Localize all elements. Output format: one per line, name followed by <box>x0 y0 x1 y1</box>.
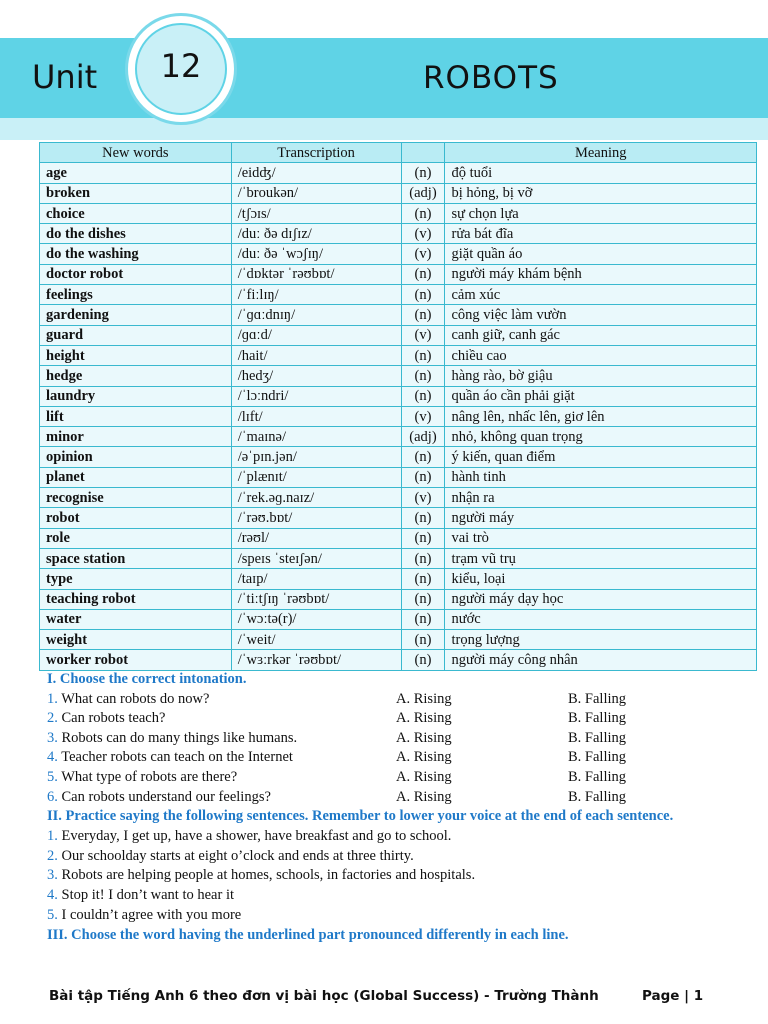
item-question: Robots can do many things like humans. <box>57 729 298 746</box>
exercise-2-item <box>47 906 727 926</box>
vocab-meaning: nhận ra <box>445 488 757 508</box>
table-row <box>40 488 757 508</box>
option-b: B. Falling <box>568 749 627 766</box>
vocab-meaning: vai trò <box>445 528 757 548</box>
table-row <box>40 163 757 183</box>
exercise-1-item <box>47 748 727 768</box>
table-row <box>40 548 757 568</box>
vocab-meaning: nước <box>445 609 757 629</box>
vocab-word: type <box>40 569 232 589</box>
item-number: 4. <box>47 887 58 904</box>
item-sentence: Our schoolday starts at eight o’clock and ends at three thirty. <box>57 847 414 864</box>
table-row <box>40 285 757 305</box>
option-a: A. Rising <box>396 749 452 766</box>
item-sentence: I couldn’t agree with you more <box>57 906 242 923</box>
vocab-part-of-speech: (v) <box>401 406 445 426</box>
table-row <box>40 508 757 528</box>
vocab-word: minor <box>40 427 232 447</box>
option-b: B. Falling <box>568 710 627 727</box>
vocab-transcription: /ˈdɒktər ˈrəʊbɒt/ <box>231 264 401 284</box>
exercise-1-item <box>47 729 727 749</box>
option-a: A. Rising <box>396 788 452 805</box>
table-header-row <box>40 143 757 163</box>
vocab-part-of-speech: (v) <box>401 325 445 345</box>
vocab-meaning: canh giữ, canh gác <box>445 325 757 345</box>
exercise-1-item <box>47 690 727 710</box>
vocab-transcription: /hedʒ/ <box>231 366 401 386</box>
table-row <box>40 325 757 345</box>
vocab-word: feelings <box>40 285 232 305</box>
header-banner-strip <box>0 118 768 140</box>
item-question: Teacher robots can teach on the Internet <box>57 749 293 766</box>
column-header-transcription: Transcription <box>231 143 401 163</box>
vocab-part-of-speech: (adj) <box>401 427 445 447</box>
vocab-meaning: công việc làm vườn <box>445 305 757 325</box>
item-number: 3. <box>47 867 58 884</box>
vocab-transcription: /ˈfiːlɪŋ/ <box>231 285 401 305</box>
vocab-meaning: người máy công nhân <box>445 650 757 670</box>
vocab-word: broken <box>40 183 232 203</box>
vocab-word: choice <box>40 203 232 223</box>
table-row <box>40 609 757 629</box>
vocab-transcription: /ˈwɔːtə(r)/ <box>231 609 401 629</box>
item-sentence: Stop it! I don’t want to hear it <box>57 887 234 904</box>
vocab-part-of-speech: (n) <box>401 386 445 406</box>
vocab-transcription: /duː ðə dɪʃɪz/ <box>231 224 401 244</box>
vocab-part-of-speech: (n) <box>401 163 445 183</box>
table-row <box>40 366 757 386</box>
unit-title: ROBOTS <box>423 60 559 96</box>
vocab-meaning: bị hỏng, bị vỡ <box>445 183 757 203</box>
vocab-word: hedge <box>40 366 232 386</box>
vocab-meaning: hàng rào, bờ giậu <box>445 366 757 386</box>
option-b: B. Falling <box>568 729 627 746</box>
vocab-word: water <box>40 609 232 629</box>
vocab-part-of-speech: (n) <box>401 345 445 365</box>
vocab-part-of-speech: (n) <box>401 609 445 629</box>
vocab-meaning: rửa bát đĩa <box>445 224 757 244</box>
vocab-meaning: nâng lên, nhấc lên, giơ lên <box>445 406 757 426</box>
option-a: A. Rising <box>396 729 452 746</box>
unit-number-circle <box>135 23 227 115</box>
vocab-word: space station <box>40 548 232 568</box>
vocab-part-of-speech: (n) <box>401 203 445 223</box>
vocab-word: doctor robot <box>40 264 232 284</box>
table-row <box>40 264 757 284</box>
vocab-word: worker robot <box>40 650 232 670</box>
vocabulary-table <box>39 142 757 671</box>
vocab-part-of-speech: (n) <box>401 467 445 487</box>
vocab-transcription: /ˈtiːtʃɪŋ ˈrəʊbɒt/ <box>231 589 401 609</box>
vocab-word: weight <box>40 630 232 650</box>
item-number: 1. <box>47 690 58 707</box>
vocab-word: lift <box>40 406 232 426</box>
table-row <box>40 305 757 325</box>
table-row <box>40 528 757 548</box>
vocab-meaning: quần áo cần phải giặt <box>445 386 757 406</box>
vocab-part-of-speech: (n) <box>401 650 445 670</box>
item-question: What type of robots are there? <box>57 768 238 785</box>
item-question: Can robots teach? <box>57 710 166 727</box>
vocab-transcription: /ˈɡɑːdnɪŋ/ <box>231 305 401 325</box>
unit-number: 12 <box>160 47 202 85</box>
item-number: 1. <box>47 827 58 844</box>
vocab-meaning: ý kiến, quan điểm <box>445 447 757 467</box>
vocab-word: laundry <box>40 386 232 406</box>
vocab-meaning: cảm xúc <box>445 285 757 305</box>
footer-text: Bài tập Tiếng Anh 6 theo đơn vị bài học (Global Success) - Trường Thành <box>49 988 599 1004</box>
exercise-2-item <box>47 866 727 886</box>
option-a: A. Rising <box>396 710 452 727</box>
exercise-2-item <box>47 827 727 847</box>
table-row <box>40 569 757 589</box>
vocab-transcription: /ˈmaɪnə/ <box>231 427 401 447</box>
vocab-meaning: người máy dạy học <box>445 589 757 609</box>
option-b: B. Falling <box>568 768 627 785</box>
exercise-1-item <box>47 709 727 729</box>
table-row <box>40 224 757 244</box>
vocab-part-of-speech: (n) <box>401 305 445 325</box>
vocab-transcription: /ˈplænɪt/ <box>231 467 401 487</box>
table-row <box>40 589 757 609</box>
vocab-transcription: /lɪft/ <box>231 406 401 426</box>
vocab-word: recognise <box>40 488 232 508</box>
vocab-transcription: /speɪs ˈsteɪʃən/ <box>231 548 401 568</box>
item-question: What can robots do now? <box>57 690 210 707</box>
table-row <box>40 406 757 426</box>
vocab-transcription: /ˈrek.əɡ.naɪz/ <box>231 488 401 508</box>
table-row <box>40 427 757 447</box>
vocab-part-of-speech: (v) <box>401 488 445 508</box>
item-number: 5. <box>47 906 58 923</box>
page-number: Page | 1 <box>642 988 704 1004</box>
vocab-word: do the dishes <box>40 224 232 244</box>
item-question: Can robots understand our feelings? <box>57 788 271 805</box>
vocab-part-of-speech: (n) <box>401 528 445 548</box>
vocab-meaning: người máy <box>445 508 757 528</box>
vocab-word: robot <box>40 508 232 528</box>
table-row <box>40 630 757 650</box>
vocab-meaning: nhỏ, không quan trọng <box>445 427 757 447</box>
exercise-1-list <box>47 690 727 808</box>
table-row <box>40 386 757 406</box>
option-b: B. Falling <box>568 788 627 805</box>
table-row <box>40 203 757 223</box>
vocab-meaning: trọng lượng <box>445 630 757 650</box>
item-number: 5. <box>47 768 58 785</box>
table-row <box>40 244 757 264</box>
vocab-meaning: chiều cao <box>445 345 757 365</box>
table-row <box>40 447 757 467</box>
table-row <box>40 650 757 670</box>
vocab-transcription: /əˈpɪn.jən/ <box>231 447 401 467</box>
item-number: 2. <box>47 847 58 864</box>
vocab-transcription: /taɪp/ <box>231 569 401 589</box>
table-row <box>40 183 757 203</box>
vocab-part-of-speech: (v) <box>401 244 445 264</box>
vocab-word: gardening <box>40 305 232 325</box>
exercise-1-item <box>47 788 727 808</box>
exercise-2-item <box>47 886 727 906</box>
vocab-meaning: giặt quần áo <box>445 244 757 264</box>
vocab-part-of-speech: (n) <box>401 589 445 609</box>
vocab-meaning: hành tinh <box>445 467 757 487</box>
exercise-1-heading: I. Choose the correct intonation. <box>47 671 247 687</box>
exercise-3-heading: III. Choose the word having the underlined part pronounced differently in each line. <box>47 926 569 943</box>
item-number: 4. <box>47 749 58 766</box>
exercise-1-item <box>47 768 727 788</box>
exercises-section <box>47 670 727 945</box>
vocab-word: teaching robot <box>40 589 232 609</box>
table-row <box>40 345 757 365</box>
vocab-word: age <box>40 163 232 183</box>
unit-label: Unit <box>32 58 98 96</box>
vocab-word: do the washing <box>40 244 232 264</box>
vocab-word: guard <box>40 325 232 345</box>
column-header-part-of-speech <box>401 143 445 163</box>
vocab-part-of-speech: (n) <box>401 548 445 568</box>
vocab-meaning: kiểu, loại <box>445 569 757 589</box>
vocab-part-of-speech: (n) <box>401 447 445 467</box>
vocab-meaning: người máy khám bệnh <box>445 264 757 284</box>
vocab-part-of-speech: (n) <box>401 630 445 650</box>
vocab-part-of-speech: (n) <box>401 264 445 284</box>
vocab-transcription: /ˈwɜːrkər ˈrəʊbɒt/ <box>231 650 401 670</box>
column-header-meaning: Meaning <box>445 143 757 163</box>
vocab-transcription: /eidʤ/ <box>231 163 401 183</box>
vocab-part-of-speech: (n) <box>401 366 445 386</box>
vocab-part-of-speech: (n) <box>401 285 445 305</box>
vocab-meaning: độ tuổi <box>445 163 757 183</box>
option-a: A. Rising <box>396 768 452 785</box>
vocab-transcription: /ˈweit/ <box>231 630 401 650</box>
vocab-part-of-speech: (n) <box>401 569 445 589</box>
vocab-transcription: /ˈbroukən/ <box>231 183 401 203</box>
header-banner <box>0 38 768 118</box>
vocab-word: planet <box>40 467 232 487</box>
option-b: B. Falling <box>568 690 627 707</box>
vocab-transcription: /ˈlɔːndri/ <box>231 386 401 406</box>
vocab-part-of-speech: (adj) <box>401 183 445 203</box>
vocab-transcription: /hait/ <box>231 345 401 365</box>
vocab-transcription: /duː ðə ˈwɔʃɪŋ/ <box>231 244 401 264</box>
item-number: 3. <box>47 729 58 746</box>
vocabulary-table-body <box>40 163 757 670</box>
vocab-word: role <box>40 528 232 548</box>
vocab-meaning: trạm vũ trụ <box>445 548 757 568</box>
item-sentence: Robots are helping people at homes, schools, in factories and hospitals. <box>57 867 476 884</box>
vocab-part-of-speech: (v) <box>401 224 445 244</box>
option-a: A. Rising <box>396 690 452 707</box>
vocab-transcription: /rəʊl/ <box>231 528 401 548</box>
vocab-transcription: /ɡɑːd/ <box>231 325 401 345</box>
vocab-transcription: /tʃɔɪs/ <box>231 203 401 223</box>
vocab-part-of-speech: (n) <box>401 508 445 528</box>
exercise-2-item <box>47 847 727 867</box>
vocab-word: opinion <box>40 447 232 467</box>
exercise-2-heading: II. Practice saying the following sentences. Remember to lower your voice at the end of each sentence. <box>47 808 674 825</box>
item-number: 6. <box>47 788 58 805</box>
vocab-word: height <box>40 345 232 365</box>
table-row <box>40 467 757 487</box>
column-header-new-words: New words <box>40 143 232 163</box>
exercise-2-list <box>47 827 727 926</box>
item-number: 2. <box>47 710 58 727</box>
vocab-transcription: /ˈrəʊ.bɒt/ <box>231 508 401 528</box>
item-sentence: Everyday, I get up, have a shower, have breakfast and go to school. <box>57 827 452 844</box>
vocab-meaning: sự chọn lựa <box>445 203 757 223</box>
